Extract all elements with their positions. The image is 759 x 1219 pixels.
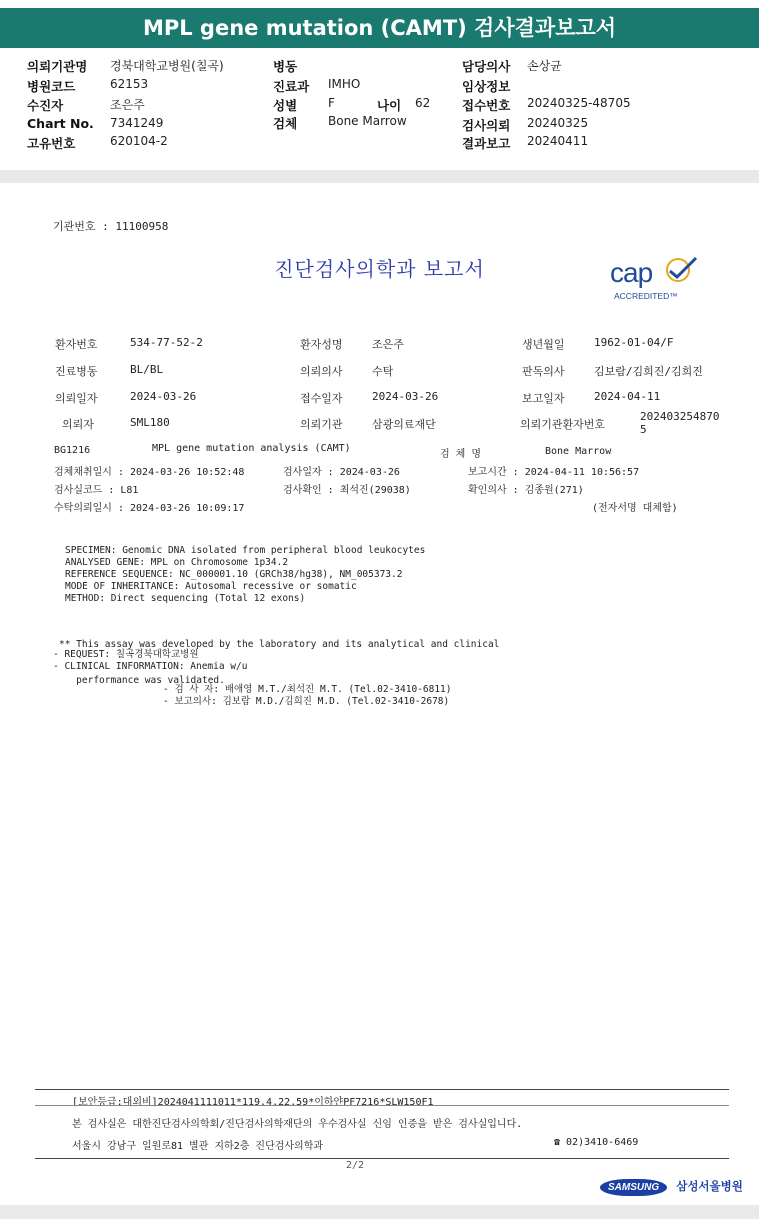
info-value-requester: SML180 [130,416,170,429]
info-value-birth: 1962-01-04/F [594,336,674,349]
samsung-hospital-name: 삼성서울병원 [676,1179,743,1193]
label-doctor: 담당의사 [462,59,511,74]
label-receipt-no: 접수번호 [462,98,511,113]
collection-datetime: 검체채취일시 : 2024-03-26 10:52:48 [54,467,245,478]
body-line: REFERENCE SEQUENCE: NC_000001.10 (GRCh38/hg38), NM_005373.2 [65,569,403,580]
page-number: 2/2 [346,1160,365,1171]
info-value-requesting-doctor: 수탁 [372,365,394,378]
value-specimen: Bone Marrow [328,114,407,128]
info-value-report-date: 2024-04-11 [594,390,661,403]
confirm-doctor: 확인의사 : 김종원(271) [468,485,584,496]
value-age: 62 [415,96,431,110]
label-request-date: 검사의뢰 [462,118,511,133]
report-time: 보고시간 : 2024-04-11 10:56:57 [468,467,640,478]
label-ward: 병동 [273,59,298,74]
body-line: SPECIMEN: Genomic DNA isolated from peripheral blood leukocytes [65,545,426,556]
info-label-requesting-institution: 의뢰기관 [300,418,343,431]
staff-info [163,684,452,708]
report-title: 진단검사의학과 보고서 [274,257,485,281]
info-label-report-date: 보고일자 [522,392,565,405]
label-hospital-code: 병원코드 [27,79,76,94]
note-line: ** This assay was developed by the laboratory and its analytical and clinical [59,639,500,650]
test-name: MPL gene mutation analysis (CAMT) [152,443,351,454]
request-line: - CLINICAL INFORMATION: Anemia w/u [53,661,248,672]
label-result-date: 결과보고 [462,136,511,151]
samsung-hospital-logo [600,1175,743,1196]
label-clinical-info: 임상정보 [462,79,511,94]
info-label-reading-doctor: 판독의사 [522,365,565,378]
lab-phone: ☎ 02)3410-6469 [554,1137,639,1148]
security-footer: [보안등급:대외비]2024041111011*119.4.22.59*이하얀PF7216*SLW150F1 [72,1097,434,1108]
info-label-ward: 진료병동 [55,365,98,378]
info-label-requester: 의뢰자 [62,418,94,431]
info-label-birth: 생년월일 [522,338,565,351]
body-line: METHOD: Direct sequencing (Total 12 exons) [65,593,306,604]
value-receipt-no: 20240325-48705 [527,96,631,110]
info-label-patient-no: 환자번호 [55,338,98,351]
test-code: BG1216 [54,445,91,456]
info-label-requesting-doctor: 의뢰의사 [300,365,343,378]
consignment-datetime: 수탁의뢰일시 : 2024-03-26 10:09:17 [54,503,245,514]
cap-accredited-logo [608,257,700,305]
staff-line: - 보고의사: 김보람 M.D./김희진 M.D. (Tel.02-3410-2678) [163,696,450,707]
specimen-value: Bone Marrow [545,446,612,457]
e-signature-note: (전자서명 대체함) [592,503,678,514]
label-chart-no: Chart No. [27,116,94,131]
report-page [0,183,759,1205]
value-chart-no: 7341249 [110,116,164,130]
info-label-receipt-date: 접수일자 [300,392,343,405]
value-department: IMHO [328,77,361,91]
info-value-receipt-date: 2024-03-26 [372,390,439,403]
note-line: performance was validated. [59,675,225,686]
info-label-request-date: 의뢰일자 [55,392,98,405]
footer-divider-top [35,1089,729,1090]
value-unique-no: 620104-2 [110,134,168,148]
lab-code: 검사실코드 : L81 [54,485,139,496]
value-request-date: 20240325 [527,116,589,130]
label-age: 나이 [377,98,402,113]
label-sex: 성별 [273,98,298,113]
label-institution: 의뢰기관명 [27,59,88,74]
value-sex: F [328,96,335,110]
lab-address: 서울시 강남구 일원로81 별관 지하2층 진단검사의학과 [72,1141,324,1152]
value-institution: 경북대학교병원(칠곡) [110,59,224,73]
cap-check-icon [660,255,700,285]
certification-text: 본 검사실은 대한진단검사의학회/진단검사의학재단의 우수검사실 신임 인증을 받은 검사실입니다. [72,1119,523,1130]
staff-line: - 검 사 자: 배애영 M.T./최석진 M.T. (Tel.02-3410-6811) [163,684,452,695]
info-value-ward: BL/BL [130,363,164,376]
test-confirm: 검사확인 : 최석진(29038) [283,485,411,496]
info-label-inst-patient-no: 의뢰기관환자번호 [520,418,606,431]
value-result-date: 20240411 [527,134,589,148]
info-value-request-date: 2024-03-26 [130,390,197,403]
cap-accredited-text: ACCREDITED™ [614,291,678,301]
cap-logo-text: cap [610,257,653,288]
info-value-reading-doctor: 김보람/김희진/김희진 [594,365,703,378]
page-title: MPL gene mutation (CAMT) 검사결과보고서 [0,8,759,48]
request-info [53,649,247,673]
footer-divider-mid [35,1105,729,1106]
label-department: 진료과 [273,79,310,94]
label-specimen: 검체 [273,116,298,131]
value-patient: 조은주 [110,98,145,112]
value-doctor: 손상균 [527,59,562,73]
report-header [0,0,759,170]
specimen-label: 검 체 명 [440,449,482,460]
value-hospital-code: 62153 [110,77,149,91]
info-value-patient-no: 534-77-52-2 [130,336,203,349]
info-value-patient-name: 조은주 [372,338,404,351]
body-line: ANALYSED GENE: MPL on Chromosome 1p34.2 [65,557,289,568]
samsung-brand: SAMSUNG [600,1179,667,1196]
test-date: 검사일자 : 2024-03-26 [283,467,400,478]
body-line: MODE OF INHERITANCE: Autosomal recessive or somatic [65,581,357,592]
label-unique-no: 고유번호 [27,136,76,151]
label-patient: 수진자 [27,98,64,113]
request-line: - REQUEST: 칠곡경북대학교병원 [53,649,199,660]
info-value-requesting-institution: 삼광의료재단 [372,418,436,431]
institution-number: 기관번호 : 11100958 [53,220,169,233]
result-body [65,545,425,605]
info-label-patient-name: 환자성명 [300,338,343,351]
info-value-inst-patient-no: 2024032548705 [640,410,720,436]
footer-divider-bottom [35,1158,729,1159]
